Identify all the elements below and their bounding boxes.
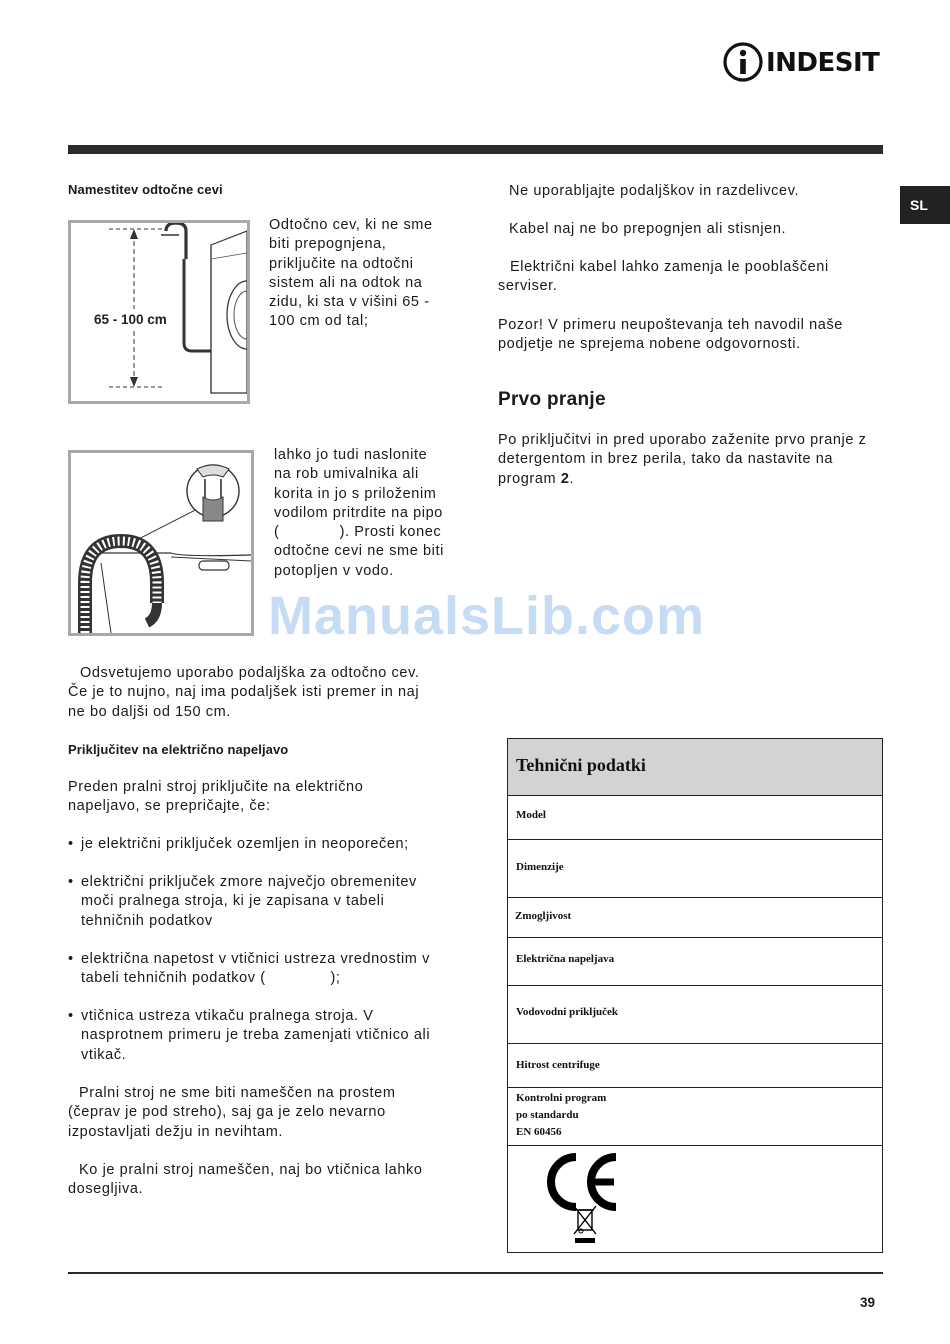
text-line: potopljen v vodo. xyxy=(274,562,394,579)
text-line: Pozor! V primeru neupoštevanja teh navodil naše xyxy=(498,317,843,333)
text-line: vtikač. xyxy=(81,1046,127,1063)
drain-fig1-text xyxy=(269,216,459,332)
text-line: Če je to nujno, naj ima podaljšek isti premer in naj xyxy=(68,684,420,701)
text-line: Ko je pralni stroj nameščen, naj bo vtičnica lahko xyxy=(79,1162,423,1178)
text-line: vtičnica ustreza vtikaču pralnega stroja. V xyxy=(81,1008,374,1024)
text-line: sistem ali na odtok na xyxy=(269,274,423,291)
text-fragment: . xyxy=(569,470,575,487)
tech-row-label: Hitrost centrifuge xyxy=(516,1059,600,1071)
electric-intro xyxy=(68,778,458,817)
tech-table-row xyxy=(508,1088,882,1146)
text-line: priključite na odtočni xyxy=(269,255,414,272)
program-number: 2 xyxy=(560,470,570,487)
text-line: električna napetost v vtičnici ustreza vrednostim v xyxy=(81,951,430,967)
tech-data-table xyxy=(507,738,883,1253)
tech-row-label: Model xyxy=(516,809,546,821)
tech-table-title: Tehnični podatki xyxy=(516,755,646,775)
text-line: podjetje ne sprejema nobene odgovornosti. xyxy=(498,336,801,353)
bullet-item xyxy=(68,873,453,933)
tech-row-label: Zmogljivost xyxy=(515,910,572,922)
text-line: Pralni stroj ne sme biti nameščen na prostem xyxy=(79,1085,396,1101)
text-line: moči pralnega stroja, ki je zapisana v tabeli xyxy=(81,893,385,910)
tech-row-label: Dimenzije xyxy=(516,861,564,873)
tech-table-header xyxy=(508,739,882,796)
weee-bin-icon xyxy=(572,1205,598,1245)
tech-table-row xyxy=(508,796,882,840)
text-line: vodilom pritrdite na pipo xyxy=(274,504,443,521)
language-tab: SL xyxy=(900,186,950,224)
tech-row-label: Vodovodni priključek xyxy=(516,1006,618,1018)
text-line: je električni priključek ozemljen in neoporečen; xyxy=(81,836,409,852)
bullet-dot: • xyxy=(68,836,74,852)
page-number: 39 xyxy=(860,1295,876,1310)
drain-height-label: 65 - 100 cm xyxy=(94,312,167,327)
text-line: (čeprav je pod streho), saj ga je zelo nevarno xyxy=(68,1104,386,1121)
drain-heading: Namestitev odtočne cevi xyxy=(68,182,223,197)
text-line: napeljavo, se prepričajte, če: xyxy=(68,798,271,815)
text-line: lahko jo tudi naslonite xyxy=(274,447,428,463)
bottom-rule xyxy=(68,1272,883,1274)
bullet-dot: • xyxy=(68,1008,74,1024)
tech-row-label: Električna napeljava xyxy=(516,953,615,965)
bullet-item xyxy=(68,950,453,990)
tech-table-row xyxy=(508,840,882,898)
cable-paragraph: Kabel naj ne bo prepognjen ali stisnjen. xyxy=(509,221,787,237)
text-line: izpostavljati dežju in nevihtam. xyxy=(68,1123,284,1140)
outdoor-paragraph xyxy=(68,1084,458,1142)
text-line: Po priključitvi in pred uporabo zaženite prvo pranje z xyxy=(498,432,867,448)
text-line: Odtočno cev, ki ne sme xyxy=(269,217,433,233)
top-rule xyxy=(68,145,883,154)
text-line: nasprotnem primeru je treba zamenjati vtičnico ali xyxy=(81,1027,431,1044)
control-program-line: po standardu xyxy=(516,1109,579,1121)
text-line: na rob umivalnika ali xyxy=(274,466,419,483)
electric-heading: Priključitev na električno napeljavo xyxy=(68,742,289,757)
brand-logo-mark xyxy=(722,40,766,84)
text-line: tehničnih podatkov xyxy=(81,912,213,929)
text-line: biti prepognjena, xyxy=(269,236,387,253)
control-program-line: Kontrolni program xyxy=(516,1092,607,1104)
bullet-dot: • xyxy=(68,874,74,890)
bullet-item xyxy=(68,835,453,855)
tech-table-row xyxy=(508,1044,882,1088)
text-line: korita in jo s priloženim xyxy=(274,485,437,502)
drain-fig2-text xyxy=(274,446,459,581)
tech-table-row xyxy=(508,986,882,1044)
extension-paragraph xyxy=(68,664,458,722)
text-line: tabeli tehničnih podatkov ( ); xyxy=(81,970,341,987)
text-line: Odsvetujemo uporabo podaljška za odtočno cev. xyxy=(80,665,420,681)
text-line xyxy=(498,470,890,489)
text-line: dosegljiva. xyxy=(68,1181,144,1198)
first-wash-heading: Prvo pranje xyxy=(498,389,606,410)
tech-table-row xyxy=(508,898,882,938)
bullet-dot: • xyxy=(68,951,74,967)
tech-table-row xyxy=(508,938,882,986)
text-fragment: program xyxy=(498,470,561,487)
drain-height-figure xyxy=(68,220,250,404)
text-line: ( ). Prosti konec xyxy=(274,524,442,541)
text-line: odtočne cevi ne sme biti xyxy=(274,543,444,560)
brand-name: INDESIT xyxy=(766,48,880,78)
text-line: električni priključek zmore največjo obremenitev xyxy=(81,874,417,890)
warning-paragraph xyxy=(498,316,888,355)
text-line: detergentom in brez perila, tako da nastavite na xyxy=(498,451,834,468)
access-paragraph xyxy=(68,1161,458,1200)
cable-replace-paragraph xyxy=(498,258,888,297)
text-line: serviser. xyxy=(498,278,558,295)
control-program-line: EN 60456 xyxy=(516,1126,562,1138)
watermark: ManualsLib.com xyxy=(268,586,706,646)
text-line: 100 cm od tal; xyxy=(269,313,369,330)
bullet-item xyxy=(68,1007,453,1067)
no-extension-paragraph: Ne uporabljajte podaljškov in razdelivcev. xyxy=(509,183,800,199)
text-line: zidu, ki sta v višini 65 - xyxy=(269,294,430,311)
text-line: ne bo daljši od 150 cm. xyxy=(68,703,231,720)
first-wash-paragraph xyxy=(498,431,890,489)
brand-logo xyxy=(722,40,887,84)
text-line: Električni kabel lahko zamenja le pooblaščeni xyxy=(510,259,829,275)
text-line: Preden pralni stroj priključite na električno xyxy=(68,779,364,795)
sink-hose-figure xyxy=(68,450,254,636)
sink-hose-illustration xyxy=(71,453,251,633)
